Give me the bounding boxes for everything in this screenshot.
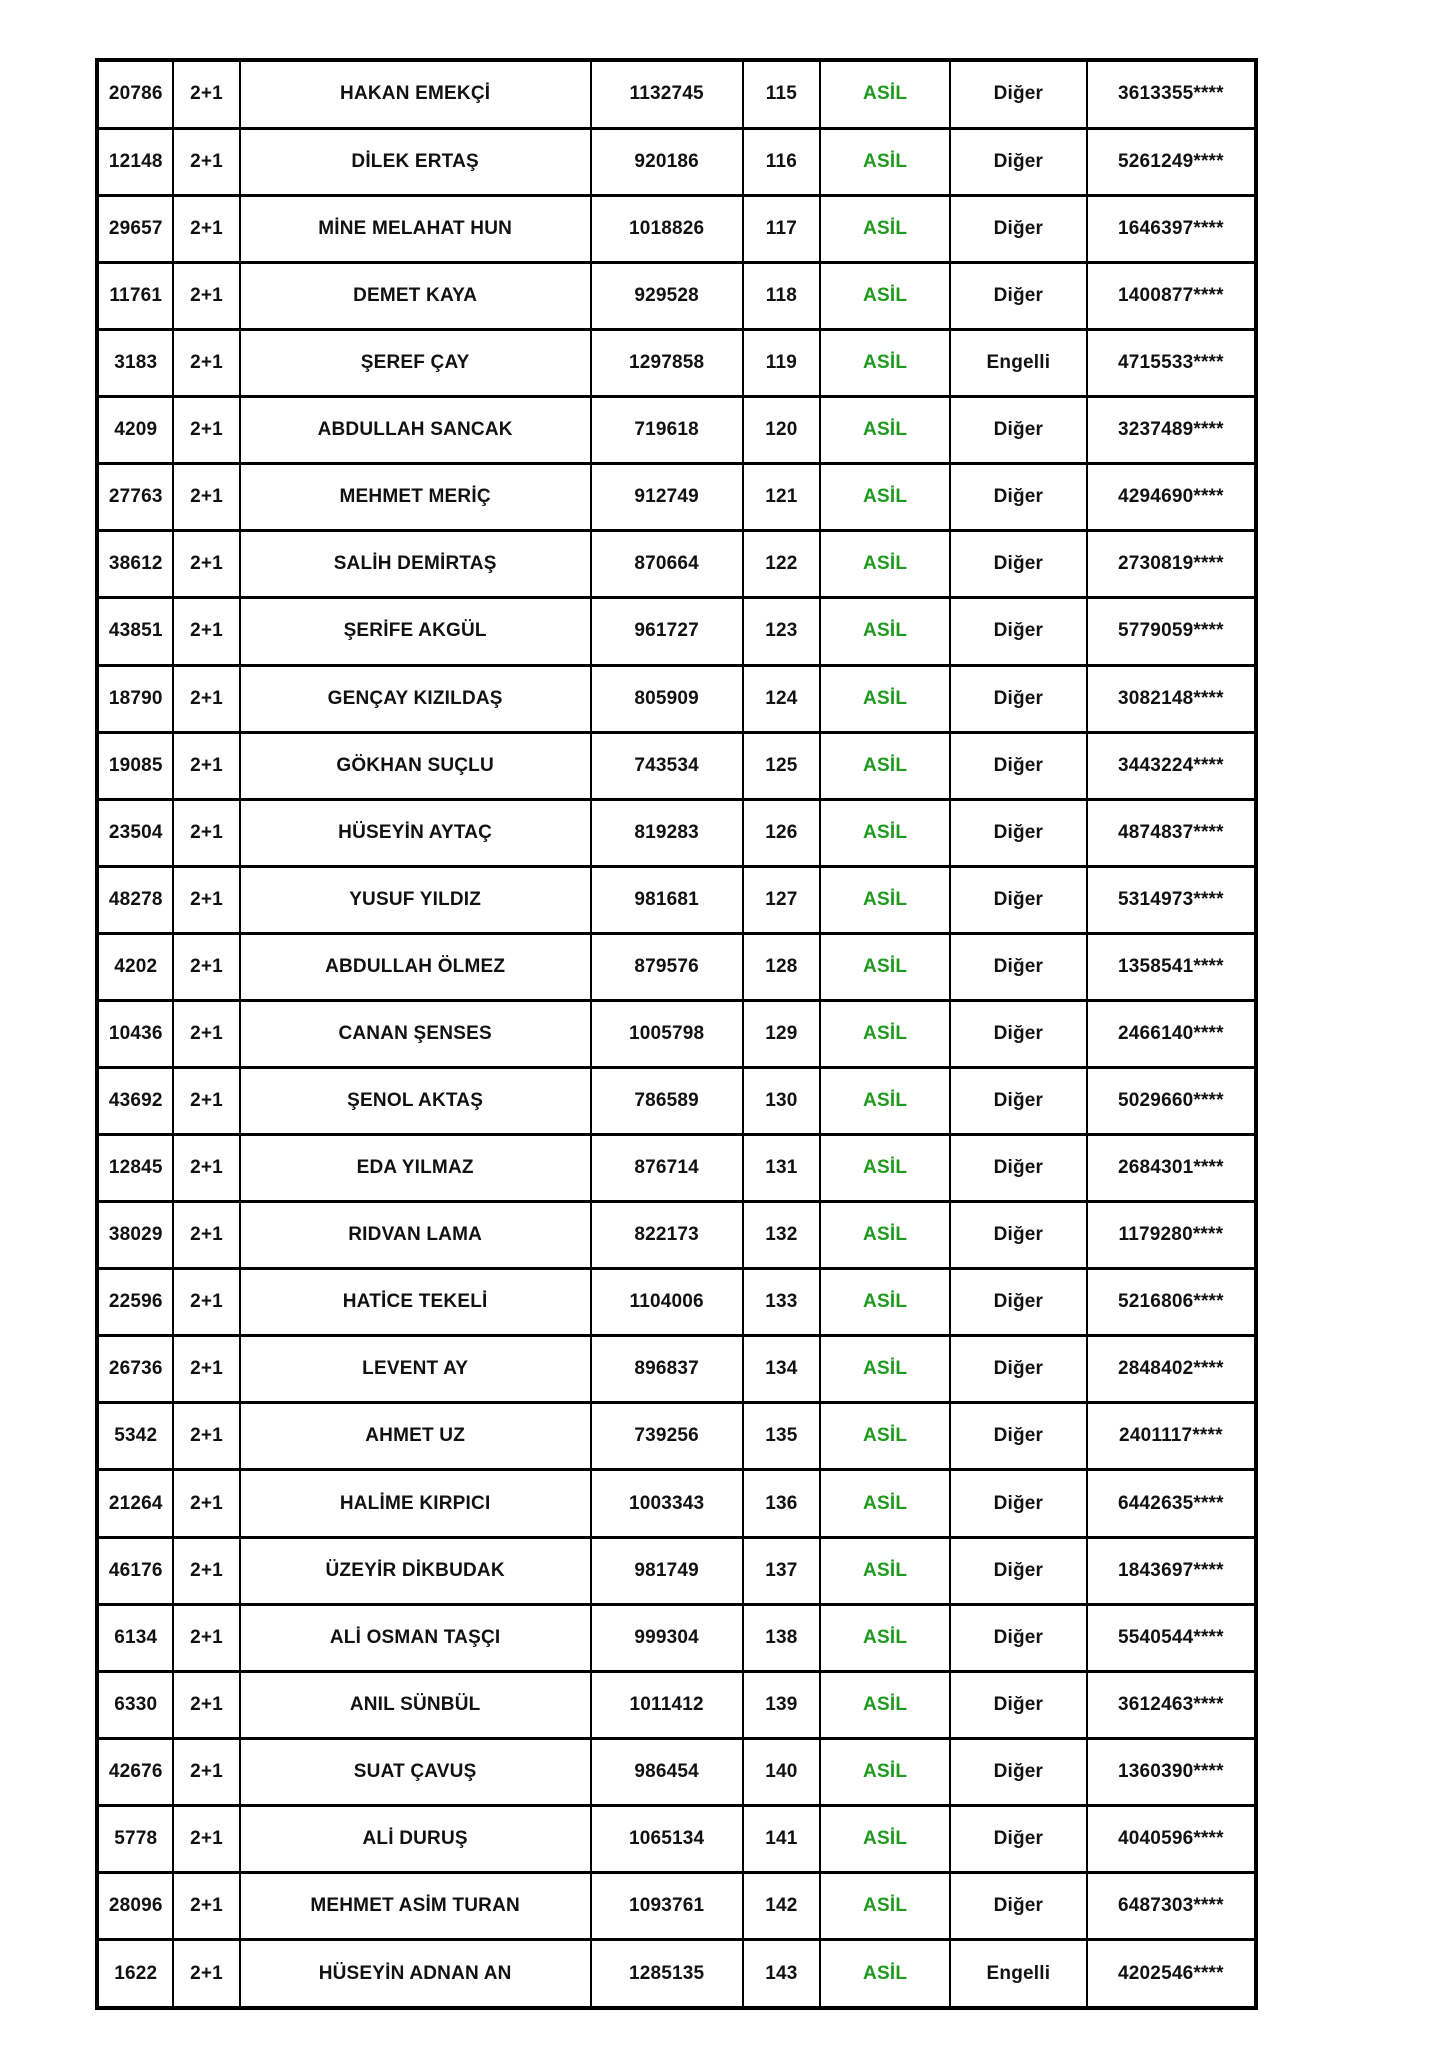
cell-masked-id: 2730819****	[1087, 531, 1256, 598]
cell-full-name: HÜSEYİN ADNAN AN	[240, 1940, 591, 2008]
cell-application-no: 1003343	[591, 1470, 743, 1537]
cell-rank-no: 139	[743, 1671, 821, 1738]
cell-unit-type: 2+1	[173, 732, 239, 799]
table-row	[97, 1872, 1256, 1939]
table-row	[97, 397, 1256, 464]
cell-result-status: ASİL	[820, 195, 950, 262]
cell-masked-id: 4040596****	[1087, 1805, 1256, 1872]
cell-full-name: ABDULLAH SANCAK	[240, 397, 591, 464]
results-table-body	[97, 60, 1256, 2008]
cell-masked-id: 5314973****	[1087, 866, 1256, 933]
cell-application-no: 896837	[591, 1336, 743, 1403]
cell-full-name: MİNE MELAHAT HUN	[240, 195, 591, 262]
cell-result-status: ASİL	[820, 464, 950, 531]
cell-rank-no: 133	[743, 1269, 821, 1336]
cell-unit-type: 2+1	[173, 1940, 239, 2008]
cell-result-status: ASİL	[820, 1738, 950, 1805]
cell-category: Diğer	[950, 665, 1087, 732]
cell-draw-no: 1622	[97, 1940, 173, 2008]
cell-result-status: ASİL	[820, 531, 950, 598]
cell-category: Diğer	[950, 60, 1087, 128]
table-row	[97, 1604, 1256, 1671]
cell-full-name: ALİ OSMAN TAŞÇI	[240, 1604, 591, 1671]
cell-unit-type: 2+1	[173, 60, 239, 128]
table-row	[97, 1537, 1256, 1604]
cell-rank-no: 129	[743, 1000, 821, 1067]
table-row	[97, 1738, 1256, 1805]
cell-result-status: ASİL	[820, 933, 950, 1000]
table-row	[97, 799, 1256, 866]
cell-result-status: ASİL	[820, 1269, 950, 1336]
cell-full-name: LEVENT AY	[240, 1336, 591, 1403]
cell-draw-no: 28096	[97, 1872, 173, 1939]
cell-unit-type: 2+1	[173, 1336, 239, 1403]
cell-result-status: ASİL	[820, 1805, 950, 1872]
cell-masked-id: 3612463****	[1087, 1671, 1256, 1738]
cell-draw-no: 23504	[97, 799, 173, 866]
table-row	[97, 195, 1256, 262]
cell-draw-no: 38612	[97, 531, 173, 598]
table-row	[97, 464, 1256, 531]
cell-application-no: 739256	[591, 1403, 743, 1470]
cell-rank-no: 126	[743, 799, 821, 866]
cell-full-name: HALİME KIRPICI	[240, 1470, 591, 1537]
cell-masked-id: 1179280****	[1087, 1202, 1256, 1269]
cell-full-name: ŞERİFE AKGÜL	[240, 598, 591, 665]
table-row	[97, 1135, 1256, 1202]
cell-full-name: MEHMET MERİÇ	[240, 464, 591, 531]
cell-masked-id: 5216806****	[1087, 1269, 1256, 1336]
cell-category: Diğer	[950, 1269, 1087, 1336]
cell-draw-no: 43692	[97, 1068, 173, 1135]
cell-masked-id: 2401117****	[1087, 1403, 1256, 1470]
cell-draw-no: 26736	[97, 1336, 173, 1403]
cell-unit-type: 2+1	[173, 799, 239, 866]
cell-rank-no: 134	[743, 1336, 821, 1403]
cell-rank-no: 141	[743, 1805, 821, 1872]
cell-draw-no: 20786	[97, 60, 173, 128]
cell-category: Diğer	[950, 1336, 1087, 1403]
cell-unit-type: 2+1	[173, 1805, 239, 1872]
cell-application-no: 879576	[591, 933, 743, 1000]
cell-draw-no: 3183	[97, 330, 173, 397]
cell-masked-id: 1360390****	[1087, 1738, 1256, 1805]
cell-full-name: ALİ DURUŞ	[240, 1805, 591, 1872]
cell-category: Diğer	[950, 195, 1087, 262]
cell-result-status: ASİL	[820, 1403, 950, 1470]
cell-result-status: ASİL	[820, 60, 950, 128]
cell-masked-id: 1400877****	[1087, 263, 1256, 330]
cell-unit-type: 2+1	[173, 933, 239, 1000]
table-row	[97, 732, 1256, 799]
cell-category: Diğer	[950, 1403, 1087, 1470]
cell-application-no: 870664	[591, 531, 743, 598]
table-row	[97, 60, 1256, 128]
cell-category: Diğer	[950, 128, 1087, 195]
cell-masked-id: 3613355****	[1087, 60, 1256, 128]
cell-draw-no: 19085	[97, 732, 173, 799]
cell-full-name: ANIL SÜNBÜL	[240, 1671, 591, 1738]
table-row	[97, 866, 1256, 933]
cell-unit-type: 2+1	[173, 1202, 239, 1269]
cell-result-status: ASİL	[820, 598, 950, 665]
cell-masked-id: 1358541****	[1087, 933, 1256, 1000]
cell-result-status: ASİL	[820, 1068, 950, 1135]
cell-draw-no: 5778	[97, 1805, 173, 1872]
cell-draw-no: 38029	[97, 1202, 173, 1269]
cell-application-no: 1093761	[591, 1872, 743, 1939]
cell-draw-no: 43851	[97, 598, 173, 665]
cell-draw-no: 4209	[97, 397, 173, 464]
cell-unit-type: 2+1	[173, 531, 239, 598]
cell-result-status: ASİL	[820, 1537, 950, 1604]
table-row	[97, 531, 1256, 598]
cell-result-status: ASİL	[820, 1000, 950, 1067]
cell-application-no: 1297858	[591, 330, 743, 397]
cell-rank-no: 118	[743, 263, 821, 330]
cell-unit-type: 2+1	[173, 195, 239, 262]
cell-category: Diğer	[950, 1805, 1087, 1872]
cell-result-status: ASİL	[820, 1202, 950, 1269]
cell-draw-no: 10436	[97, 1000, 173, 1067]
cell-rank-no: 130	[743, 1068, 821, 1135]
cell-category: Diğer	[950, 1202, 1087, 1269]
cell-unit-type: 2+1	[173, 1403, 239, 1470]
cell-unit-type: 2+1	[173, 866, 239, 933]
cell-category: Diğer	[950, 1470, 1087, 1537]
cell-category: Engelli	[950, 1940, 1087, 2008]
cell-draw-no: 22596	[97, 1269, 173, 1336]
cell-unit-type: 2+1	[173, 1872, 239, 1939]
table-row	[97, 1671, 1256, 1738]
cell-masked-id: 3237489****	[1087, 397, 1256, 464]
cell-category: Diğer	[950, 799, 1087, 866]
cell-result-status: ASİL	[820, 866, 950, 933]
cell-full-name: HÜSEYİN AYTAÇ	[240, 799, 591, 866]
cell-masked-id: 5261249****	[1087, 128, 1256, 195]
table-row	[97, 1470, 1256, 1537]
cell-rank-no: 120	[743, 397, 821, 464]
cell-draw-no: 12845	[97, 1135, 173, 1202]
cell-application-no: 786589	[591, 1068, 743, 1135]
cell-full-name: EDA YILMAZ	[240, 1135, 591, 1202]
cell-application-no: 1005798	[591, 1000, 743, 1067]
cell-unit-type: 2+1	[173, 1000, 239, 1067]
cell-application-no: 822173	[591, 1202, 743, 1269]
cell-rank-no: 121	[743, 464, 821, 531]
cell-application-no: 819283	[591, 799, 743, 866]
cell-full-name: SUAT ÇAVUŞ	[240, 1738, 591, 1805]
cell-result-status: ASİL	[820, 732, 950, 799]
cell-masked-id: 6487303****	[1087, 1872, 1256, 1939]
cell-unit-type: 2+1	[173, 1470, 239, 1537]
table-row	[97, 1336, 1256, 1403]
cell-application-no: 929528	[591, 263, 743, 330]
table-row	[97, 263, 1256, 330]
cell-masked-id: 5540544****	[1087, 1604, 1256, 1671]
cell-rank-no: 142	[743, 1872, 821, 1939]
cell-application-no: 1104006	[591, 1269, 743, 1336]
cell-application-no: 876714	[591, 1135, 743, 1202]
cell-full-name: RIDVAN LAMA	[240, 1202, 591, 1269]
cell-application-no: 986454	[591, 1738, 743, 1805]
cell-category: Engelli	[950, 330, 1087, 397]
cell-masked-id: 4202546****	[1087, 1940, 1256, 2008]
cell-rank-no: 124	[743, 665, 821, 732]
cell-draw-no: 48278	[97, 866, 173, 933]
cell-full-name: YUSUF YILDIZ	[240, 866, 591, 933]
cell-category: Diğer	[950, 732, 1087, 799]
cell-application-no: 743534	[591, 732, 743, 799]
cell-draw-no: 29657	[97, 195, 173, 262]
cell-result-status: ASİL	[820, 1872, 950, 1939]
cell-draw-no: 6330	[97, 1671, 173, 1738]
cell-application-no: 920186	[591, 128, 743, 195]
cell-masked-id: 3443224****	[1087, 732, 1256, 799]
cell-unit-type: 2+1	[173, 330, 239, 397]
cell-category: Diğer	[950, 1671, 1087, 1738]
cell-draw-no: 5342	[97, 1403, 173, 1470]
cell-rank-no: 115	[743, 60, 821, 128]
cell-category: Diğer	[950, 1068, 1087, 1135]
cell-unit-type: 2+1	[173, 1671, 239, 1738]
cell-result-status: ASİL	[820, 128, 950, 195]
table-row	[97, 665, 1256, 732]
cell-masked-id: 4294690****	[1087, 464, 1256, 531]
cell-application-no: 981749	[591, 1537, 743, 1604]
cell-result-status: ASİL	[820, 1671, 950, 1738]
cell-full-name: SALİH DEMİRTAŞ	[240, 531, 591, 598]
cell-application-no: 1011412	[591, 1671, 743, 1738]
cell-result-status: ASİL	[820, 1336, 950, 1403]
cell-full-name: HAKAN EMEKÇİ	[240, 60, 591, 128]
cell-masked-id: 6442635****	[1087, 1470, 1256, 1537]
table-row	[97, 598, 1256, 665]
cell-full-name: DEMET KAYA	[240, 263, 591, 330]
cell-masked-id: 2848402****	[1087, 1336, 1256, 1403]
cell-category: Diğer	[950, 1872, 1087, 1939]
results-table	[95, 58, 1258, 2010]
cell-category: Diğer	[950, 531, 1087, 598]
cell-category: Diğer	[950, 397, 1087, 464]
cell-full-name: GÖKHAN SUÇLU	[240, 732, 591, 799]
cell-rank-no: 117	[743, 195, 821, 262]
cell-draw-no: 27763	[97, 464, 173, 531]
cell-masked-id: 4715533****	[1087, 330, 1256, 397]
table-row	[97, 1202, 1256, 1269]
cell-application-no: 961727	[591, 598, 743, 665]
cell-rank-no: 138	[743, 1604, 821, 1671]
cell-result-status: ASİL	[820, 1604, 950, 1671]
cell-full-name: MEHMET ASİM TURAN	[240, 1872, 591, 1939]
cell-full-name: ŞENOL AKTAŞ	[240, 1068, 591, 1135]
cell-unit-type: 2+1	[173, 665, 239, 732]
cell-rank-no: 137	[743, 1537, 821, 1604]
cell-application-no: 912749	[591, 464, 743, 531]
cell-full-name: HATİCE TEKELİ	[240, 1269, 591, 1336]
cell-rank-no: 131	[743, 1135, 821, 1202]
cell-result-status: ASİL	[820, 1940, 950, 2008]
cell-masked-id: 2684301****	[1087, 1135, 1256, 1202]
cell-result-status: ASİL	[820, 1135, 950, 1202]
cell-application-no: 1285135	[591, 1940, 743, 2008]
cell-full-name: GENÇAY KIZILDAŞ	[240, 665, 591, 732]
cell-draw-no: 21264	[97, 1470, 173, 1537]
cell-rank-no: 136	[743, 1470, 821, 1537]
cell-rank-no: 143	[743, 1940, 821, 2008]
cell-application-no: 999304	[591, 1604, 743, 1671]
cell-application-no: 981681	[591, 866, 743, 933]
cell-masked-id: 5779059****	[1087, 598, 1256, 665]
cell-masked-id: 5029660****	[1087, 1068, 1256, 1135]
cell-category: Diğer	[950, 263, 1087, 330]
cell-rank-no: 127	[743, 866, 821, 933]
table-row	[97, 1068, 1256, 1135]
cell-category: Diğer	[950, 1604, 1087, 1671]
cell-application-no: 1132745	[591, 60, 743, 128]
cell-draw-no: 18790	[97, 665, 173, 732]
cell-full-name: ŞEREF ÇAY	[240, 330, 591, 397]
cell-rank-no: 125	[743, 732, 821, 799]
table-row	[97, 1403, 1256, 1470]
cell-category: Diğer	[950, 866, 1087, 933]
cell-unit-type: 2+1	[173, 464, 239, 531]
cell-result-status: ASİL	[820, 665, 950, 732]
cell-draw-no: 11761	[97, 263, 173, 330]
cell-unit-type: 2+1	[173, 263, 239, 330]
cell-application-no: 805909	[591, 665, 743, 732]
cell-rank-no: 128	[743, 933, 821, 1000]
cell-unit-type: 2+1	[173, 1738, 239, 1805]
cell-category: Diğer	[950, 1135, 1087, 1202]
cell-result-status: ASİL	[820, 330, 950, 397]
cell-draw-no: 4202	[97, 933, 173, 1000]
cell-draw-no: 42676	[97, 1738, 173, 1805]
cell-category: Diğer	[950, 464, 1087, 531]
cell-unit-type: 2+1	[173, 1604, 239, 1671]
cell-full-name: CANAN ŞENSES	[240, 1000, 591, 1067]
cell-masked-id: 2466140****	[1087, 1000, 1256, 1067]
cell-draw-no: 46176	[97, 1537, 173, 1604]
cell-category: Diğer	[950, 1738, 1087, 1805]
cell-rank-no: 132	[743, 1202, 821, 1269]
cell-unit-type: 2+1	[173, 1269, 239, 1336]
table-row	[97, 128, 1256, 195]
cell-result-status: ASİL	[820, 1470, 950, 1537]
cell-masked-id: 4874837****	[1087, 799, 1256, 866]
cell-result-status: ASİL	[820, 263, 950, 330]
cell-result-status: ASİL	[820, 397, 950, 464]
cell-unit-type: 2+1	[173, 1135, 239, 1202]
cell-rank-no: 119	[743, 330, 821, 397]
cell-rank-no: 140	[743, 1738, 821, 1805]
cell-application-no: 1065134	[591, 1805, 743, 1872]
cell-draw-no: 12148	[97, 128, 173, 195]
cell-rank-no: 122	[743, 531, 821, 598]
cell-category: Diğer	[950, 1537, 1087, 1604]
cell-masked-id: 1843697****	[1087, 1537, 1256, 1604]
cell-draw-no: 6134	[97, 1604, 173, 1671]
cell-application-no: 1018826	[591, 195, 743, 262]
cell-unit-type: 2+1	[173, 1537, 239, 1604]
table-row	[97, 1805, 1256, 1872]
cell-full-name: ABDULLAH ÖLMEZ	[240, 933, 591, 1000]
cell-rank-no: 116	[743, 128, 821, 195]
cell-unit-type: 2+1	[173, 1068, 239, 1135]
cell-result-status: ASİL	[820, 799, 950, 866]
cell-category: Diğer	[950, 933, 1087, 1000]
cell-full-name: AHMET UZ	[240, 1403, 591, 1470]
cell-full-name: DİLEK ERTAŞ	[240, 128, 591, 195]
cell-unit-type: 2+1	[173, 128, 239, 195]
cell-category: Diğer	[950, 1000, 1087, 1067]
table-row	[97, 1000, 1256, 1067]
cell-rank-no: 135	[743, 1403, 821, 1470]
cell-masked-id: 3082148****	[1087, 665, 1256, 732]
table-row	[97, 1940, 1256, 2008]
cell-unit-type: 2+1	[173, 397, 239, 464]
cell-application-no: 719618	[591, 397, 743, 464]
table-row	[97, 933, 1256, 1000]
cell-rank-no: 123	[743, 598, 821, 665]
cell-masked-id: 1646397****	[1087, 195, 1256, 262]
table-row	[97, 330, 1256, 397]
cell-category: Diğer	[950, 598, 1087, 665]
table-row	[97, 1269, 1256, 1336]
cell-full-name: ÜZEYİR DİKBUDAK	[240, 1537, 591, 1604]
cell-unit-type: 2+1	[173, 598, 239, 665]
